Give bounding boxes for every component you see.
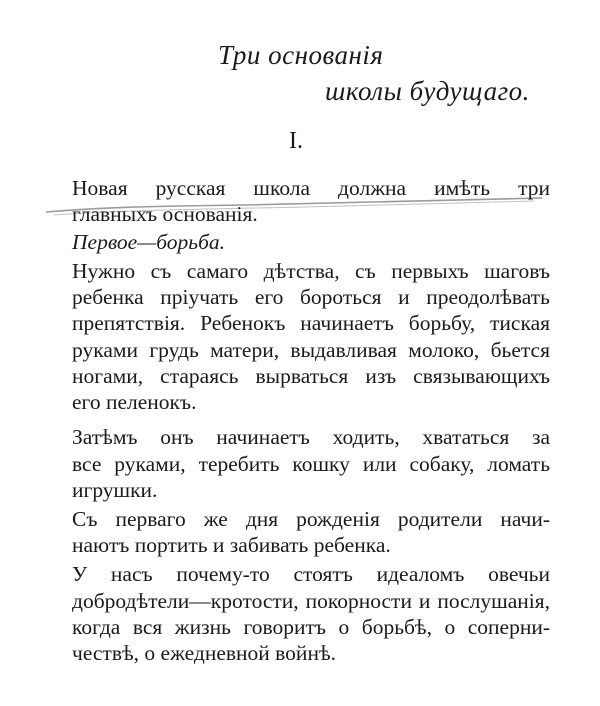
- p2-line-5: ногами, стараясь вырваться изъ связывающихъ: [72, 364, 550, 388]
- p4-line-2: наютъ портить и забивать ребенка.: [72, 533, 391, 557]
- p5-line-3: когда вся жизнь говоритъ о борьбѣ, о соперни-: [72, 615, 550, 639]
- p2-line-3: препятствія. Ребенокъ начинаетъ борьбу, тиская: [72, 311, 550, 335]
- section-numeral: I.: [289, 128, 303, 154]
- p1-line-1: Новая русская школа должна имѣть три: [72, 176, 550, 200]
- p2-line-4: руками грудь матери, выдавливая молоко, бьется: [72, 338, 550, 362]
- p2-line-6: его пеленокъ.: [72, 390, 197, 414]
- p4-line-1: Съ перваго же дня рожденія родители начи-: [72, 507, 550, 531]
- p5-line-2: добродѣтели—кротости, покорности и послушанія,: [72, 589, 550, 613]
- p1-line-2: главныхъ основанія.: [72, 202, 258, 226]
- p5-line-1: У насъ почему-то стоятъ идеаломъ овечьи: [72, 562, 550, 586]
- title-line-1: Три основанія: [218, 40, 384, 70]
- section-heading: Первое—борьба.: [72, 230, 226, 254]
- p5-line-4: чествѣ, о ежедневной войнѣ.: [72, 641, 336, 665]
- p3-line-1: Затѣмъ онъ начинаетъ ходить, хвататься за: [72, 425, 550, 449]
- title-line-2: школы будущаго.: [325, 76, 530, 106]
- p3-line-3: игрушки.: [72, 478, 158, 502]
- p2-line-2: ребенка пріучать его бороться и преодолѣвать: [72, 285, 550, 309]
- p2-line-1: Нужно съ самаго дѣтства, съ первыхъ шаговъ: [72, 259, 550, 283]
- p3-line-2: все руками, теребить кошку или собаку, ломать: [72, 452, 550, 476]
